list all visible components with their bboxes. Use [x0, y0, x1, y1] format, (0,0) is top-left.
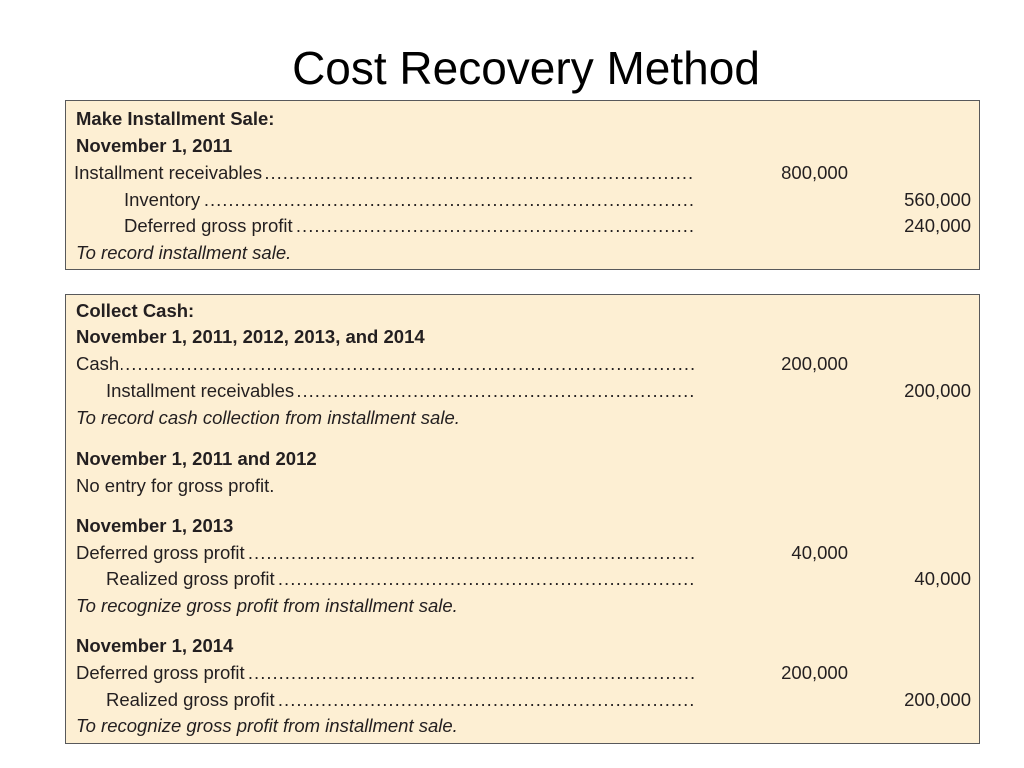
debit-amount: 200,000 [781, 662, 848, 683]
journal-line-account: ..... Deferred gross profit [124, 213, 694, 238]
credit-amount: 200,000 [904, 689, 971, 710]
debit-amount: 800,000 [781, 162, 848, 183]
entry-2014-memo: To recognize gross profit from installment sale. [76, 715, 458, 736]
collect-date: November 1, 2011, 2012, 2013, and 2014 [76, 326, 425, 347]
credit-amount: 560,000 [904, 189, 971, 210]
journal-line-account: ..... Installment receivables [106, 378, 694, 403]
no-entry-text: No entry for gross profit. [76, 475, 275, 496]
journal-line-account: ..... Installment receivables [74, 160, 694, 185]
entry-2014-date: November 1, 2014 [76, 635, 234, 656]
journal-line-account: ..... Inventory [124, 187, 694, 212]
no-entry-date: November 1, 2011 and 2012 [76, 448, 317, 469]
sale-heading: Make Installment Sale: [76, 108, 275, 129]
slide-title: Cost Recovery Method [292, 42, 760, 94]
collect-cash-panel [65, 294, 980, 744]
entry-2013-memo: To recognize gross profit from installment sale. [76, 595, 458, 616]
debit-amount: 200,000 [781, 353, 848, 374]
debit-amount: 40,000 [791, 542, 848, 563]
credit-amount: 240,000 [904, 215, 971, 236]
installment-sale-panel [65, 100, 980, 270]
journal-line-account: ..... Realized gross profit [106, 687, 694, 712]
journal-line-account: ..... Deferred gross profit [76, 540, 696, 565]
entry-2013-date: November 1, 2013 [76, 515, 234, 536]
journal-line-account: ..... Deferred gross profit [76, 660, 696, 685]
sale-date: November 1, 2011 [76, 135, 233, 156]
credit-amount: 200,000 [904, 380, 971, 401]
collect-heading: Collect Cash: [76, 300, 195, 321]
sale-memo: To record installment sale. [76, 242, 292, 263]
credit-amount: 40,000 [914, 568, 971, 589]
journal-line-account: ..... Cash [76, 351, 696, 376]
journal-line-account: ..... Realized gross profit [106, 566, 694, 591]
collect-memo: To record cash collection from installment sale. [76, 407, 460, 428]
